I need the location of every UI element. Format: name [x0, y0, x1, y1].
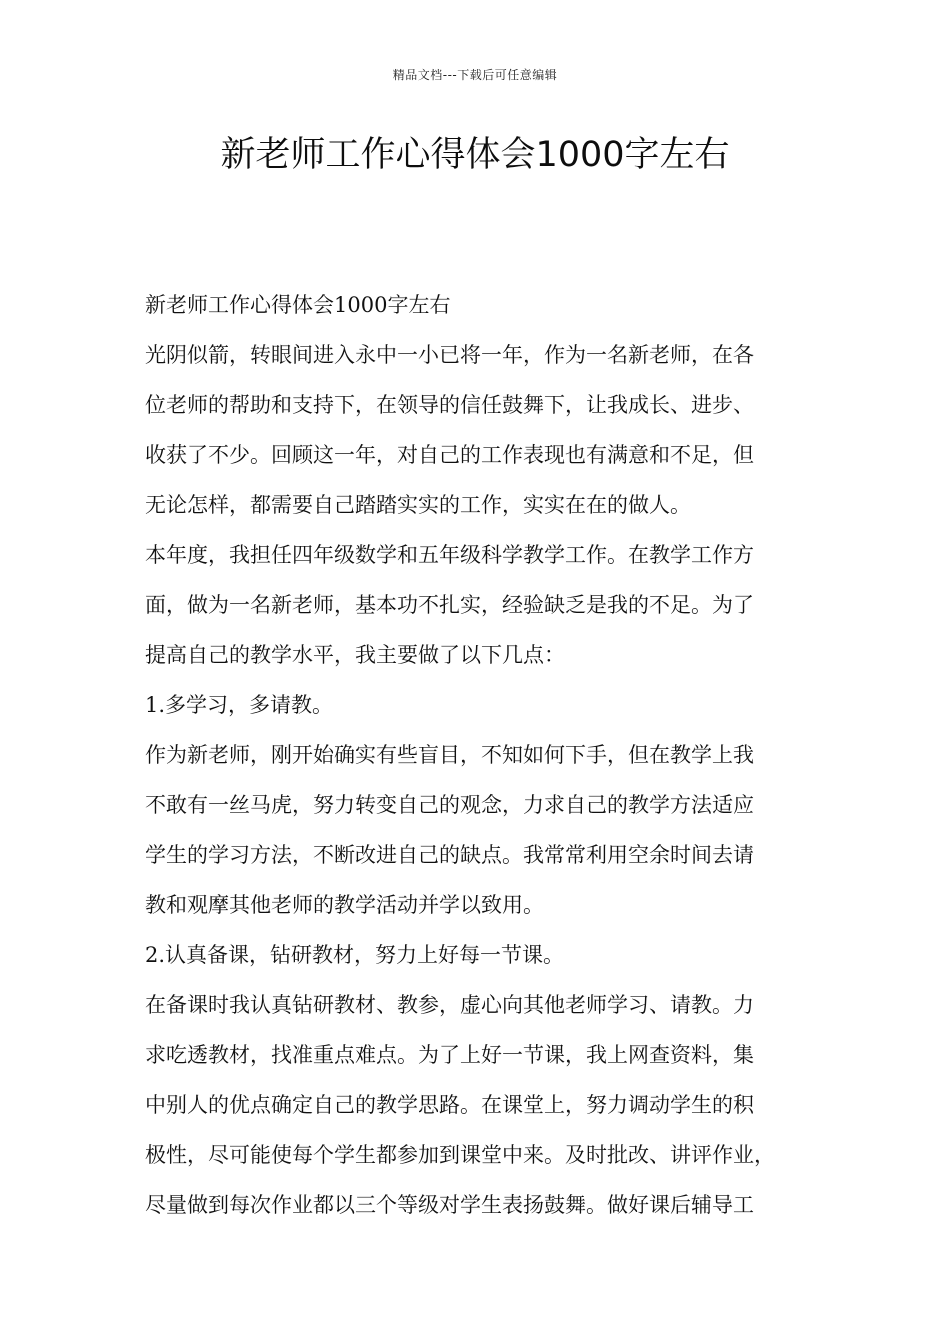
paragraph-line: 面，做为一名新老师，基本功不扎实，经验缺乏是我的不足。为了	[145, 593, 754, 617]
paragraph-line: 光阴似箭，转眼间进入永中一小已将一年，作为一名新老师，在各	[145, 343, 754, 367]
paragraph-line: 提高自己的教学水平，我主要做了以下几点：	[145, 643, 565, 667]
paragraph-line: 教和观摩其他老师的教学活动并学以致用。	[145, 893, 544, 917]
paragraph-line: 极性，尽可能使每个学生都参加到课堂中来。及时批改、讲评作业，	[145, 1143, 775, 1167]
paragraph-line: 不敢有一丝马虎，努力转变自己的观念，力求自己的教学方法适应	[145, 793, 754, 817]
paragraph-line: 本年度，我担任四年级数学和五年级科学教学工作。在教学工作方	[145, 543, 754, 567]
paragraph-line: 求吃透教材，找准重点难点。为了上好一节课，我上网查资料，集	[145, 1043, 754, 1067]
paragraph-line: 作为新老师，刚开始确实有些盲目，不知如何下手，但在教学上我	[145, 743, 754, 767]
paragraph-line: 收获了不少。回顾这一年，对自己的工作表现也有满意和不足，但	[145, 443, 754, 467]
paragraph-line: 中别人的优点确定自己的教学思路。在课堂上，努力调动学生的积	[145, 1093, 754, 1117]
document-body	[145, 280, 835, 1230]
paragraph-line: 学生的学习方法，不断改进自己的缺点。我常常利用空余时间去请	[145, 843, 754, 867]
list-heading-line: 2.认真备课，钻研教材，努力上好每一节课。	[145, 943, 565, 967]
subtitle-line: 新老师工作心得体会1000字左右	[145, 293, 451, 317]
paragraph-line: 在备课时我认真钻研教材、教参，虚心向其他老师学习、请教。力	[145, 993, 754, 1017]
paragraph-line: 位老师的帮助和支持下，在领导的信任鼓舞下，让我成长、进步、	[145, 393, 754, 417]
page-header: 精品文档---下载后可任意编辑	[392, 68, 558, 82]
paragraph-line: 无论怎样，都需要自己踏踏实实的工作，实实在在的做人。	[145, 493, 691, 517]
list-heading-line: 1.多学习，多请教。	[145, 693, 334, 717]
paragraph-line: 尽量做到每次作业都以三个等级对学生表扬鼓舞。做好课后辅导工	[145, 1193, 754, 1217]
document-title: 新老师工作心得体会1000字左右	[220, 135, 730, 175]
